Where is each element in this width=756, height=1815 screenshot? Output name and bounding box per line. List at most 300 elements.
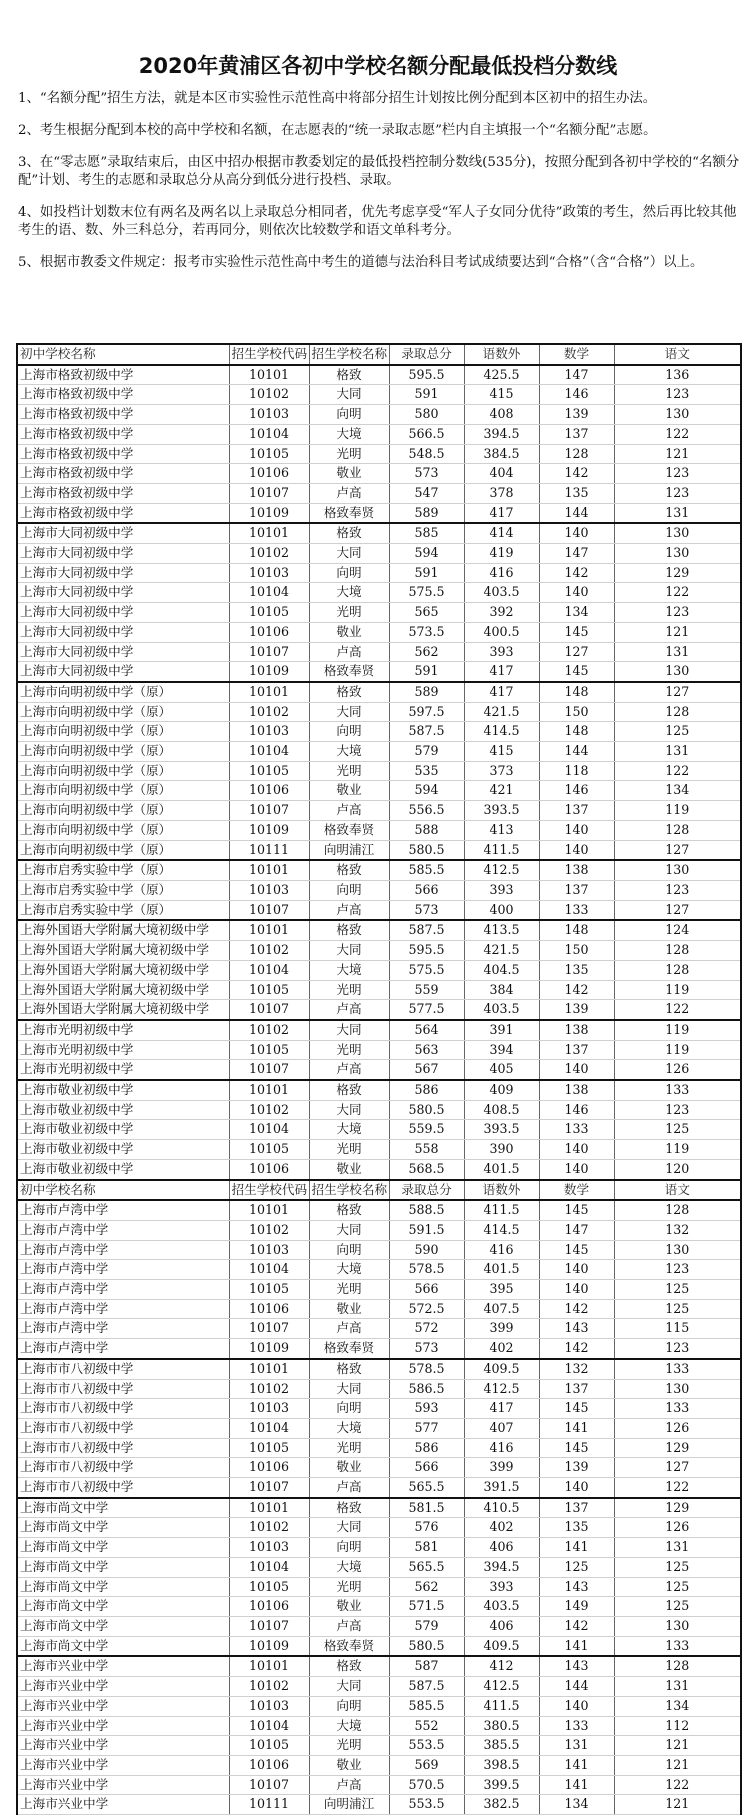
target-school-cell: 卢高 [309, 1775, 389, 1795]
math-score-cell: 142 [539, 1617, 614, 1637]
core-score-cell: 412.5 [464, 1379, 539, 1399]
school-name-cell: 上海市兴业中学 [17, 1755, 229, 1775]
table-row [17, 1656, 741, 1676]
chinese-score-cell: 123 [614, 464, 741, 484]
chinese-score-cell: 126 [614, 1518, 741, 1538]
school-code-cell: 10106 [229, 464, 309, 484]
school-code-cell: 10106 [229, 1597, 309, 1617]
total-score-cell: 589 [389, 682, 464, 702]
table-row [17, 1000, 741, 1020]
total-score-cell: 578.5 [389, 1260, 464, 1280]
chinese-score-cell: 121 [614, 1755, 741, 1775]
table-row [17, 761, 741, 781]
school-code-cell: 10107 [229, 1617, 309, 1637]
target-school-cell: 光明 [309, 1280, 389, 1300]
school-code-cell: 10104 [229, 1120, 309, 1140]
target-school-cell: 敬业 [309, 622, 389, 642]
table-row [17, 1418, 741, 1438]
target-school-cell: 大境 [309, 424, 389, 444]
school-code-cell: 10103 [229, 722, 309, 742]
target-school-cell: 卢高 [309, 1000, 389, 1020]
table-row [17, 1240, 741, 1260]
target-school-cell: 格致 [309, 523, 389, 543]
math-score-cell: 139 [539, 405, 614, 425]
target-school-cell: 大同 [309, 1220, 389, 1240]
target-school-cell: 敬业 [309, 1597, 389, 1617]
core-score-cell: 407 [464, 1418, 539, 1438]
total-score-cell: 579 [389, 1617, 464, 1637]
school-code-cell: 10103 [229, 563, 309, 583]
school-name-cell: 上海市市八初级中学 [17, 1458, 229, 1478]
chinese-score-cell: 127 [614, 682, 741, 702]
chinese-score-cell: 124 [614, 920, 741, 940]
total-score-cell: 547 [389, 483, 464, 503]
target-school-cell: 格致奉贤 [309, 1339, 389, 1359]
table-row [17, 722, 741, 742]
table-header-row [17, 344, 741, 365]
core-score-cell: 403.5 [464, 1000, 539, 1020]
total-score-cell: 573 [389, 464, 464, 484]
core-score-cell: 398.5 [464, 1755, 539, 1775]
school-code-cell: 10105 [229, 603, 309, 623]
core-score-cell: 394.5 [464, 424, 539, 444]
target-school-cell: 向明 [309, 880, 389, 900]
table-row [17, 1577, 741, 1597]
chinese-score-cell: 130 [614, 1617, 741, 1637]
school-code-cell: 10102 [229, 1100, 309, 1120]
target-school-cell: 向明浦江 [309, 840, 389, 860]
math-score-cell: 141 [539, 1538, 614, 1558]
chinese-score-cell: 123 [614, 603, 741, 623]
total-score-cell: 566 [389, 1458, 464, 1478]
math-score-cell: 140 [539, 1280, 614, 1300]
math-score-cell: 142 [539, 1339, 614, 1359]
total-score-cell: 591 [389, 662, 464, 682]
core-score-cell: 391 [464, 1020, 539, 1040]
chinese-score-cell: 126 [614, 1060, 741, 1080]
school-code-cell: 10105 [229, 1280, 309, 1300]
core-score-cell: 399 [464, 1458, 539, 1478]
chinese-score-cell: 134 [614, 1696, 741, 1716]
school-code-cell: 10109 [229, 1636, 309, 1656]
note-4: 4、如投档计划数末位有两名及两名以上录取总分相同者，优先考虑享受“军人子女同分优待”政策的考生，然后再比较其他考生的语、数、外三科总分，若再同分，则依次比较数学和语文单科考分。 [18, 205, 737, 238]
math-score-cell: 135 [539, 1518, 614, 1538]
chinese-score-cell: 131 [614, 1677, 741, 1697]
chinese-score-cell: 133 [614, 1080, 741, 1100]
table-row [17, 1538, 741, 1558]
math-score-cell: 140 [539, 1696, 614, 1716]
school-code-cell: 10103 [229, 1399, 309, 1419]
total-score-cell: 586.5 [389, 1379, 464, 1399]
table-row [17, 523, 741, 543]
target-school-cell: 大境 [309, 1716, 389, 1736]
school-code-cell: 10106 [229, 1159, 309, 1179]
math-score-cell: 148 [539, 920, 614, 940]
math-score-cell: 141 [539, 1636, 614, 1656]
school-name-cell: 上海市市八初级中学 [17, 1379, 229, 1399]
header-cell: 招生学校名称 [309, 344, 389, 365]
table-row [17, 365, 741, 385]
table-row [17, 424, 741, 444]
school-name-cell: 上海市兴业中学 [17, 1656, 229, 1676]
table-row [17, 385, 741, 405]
math-score-cell: 135 [539, 960, 614, 980]
total-score-cell: 587.5 [389, 1677, 464, 1697]
chinese-score-cell: 119 [614, 980, 741, 1000]
school-name-cell: 上海市卢湾中学 [17, 1260, 229, 1280]
table-row [17, 880, 741, 900]
total-score-cell: 594 [389, 544, 464, 564]
table-row [17, 1080, 741, 1100]
total-score-cell: 594 [389, 781, 464, 801]
core-score-cell: 399.5 [464, 1775, 539, 1795]
math-score-cell: 132 [539, 1359, 614, 1379]
total-score-cell: 588 [389, 820, 464, 840]
math-score-cell: 137 [539, 1040, 614, 1060]
table-row [17, 781, 741, 801]
target-school-cell: 向明 [309, 722, 389, 742]
header-cell: 语数外 [464, 344, 539, 365]
chinese-score-cell: 133 [614, 1399, 741, 1419]
core-score-cell: 415 [464, 385, 539, 405]
target-school-cell: 卢高 [309, 1478, 389, 1498]
table-row [17, 1339, 741, 1359]
math-score-cell: 145 [539, 1438, 614, 1458]
target-school-cell: 敬业 [309, 1755, 389, 1775]
table-row [17, 503, 741, 523]
school-name-cell: 上海市兴业中学 [17, 1677, 229, 1697]
header-cell: 录取总分 [389, 344, 464, 365]
table-row [17, 1557, 741, 1577]
math-score-cell: 141 [539, 1418, 614, 1438]
core-score-cell: 405 [464, 1060, 539, 1080]
core-score-cell: 408.5 [464, 1100, 539, 1120]
table-row [17, 820, 741, 840]
table-row [17, 1200, 741, 1220]
school-code-cell: 10105 [229, 1040, 309, 1060]
chinese-score-cell: 132 [614, 1220, 741, 1240]
school-code-cell: 10101 [229, 365, 309, 385]
core-score-cell: 393 [464, 642, 539, 662]
school-code-cell: 10104 [229, 583, 309, 603]
table-row [17, 563, 741, 583]
school-code-cell: 10106 [229, 1299, 309, 1319]
school-name-cell: 上海市格致初级中学 [17, 424, 229, 444]
chinese-score-cell: 123 [614, 483, 741, 503]
school-name-cell: 上海市格致初级中学 [17, 503, 229, 523]
chinese-score-cell: 129 [614, 1438, 741, 1458]
table-row [17, 801, 741, 821]
school-code-cell: 10101 [229, 1200, 309, 1220]
math-score-cell: 140 [539, 1159, 614, 1179]
target-school-cell: 格致奉贤 [309, 1636, 389, 1656]
target-school-cell: 格致奉贤 [309, 503, 389, 523]
total-score-cell: 564 [389, 1020, 464, 1040]
table-row [17, 603, 741, 623]
math-score-cell: 139 [539, 1458, 614, 1478]
core-score-cell: 390 [464, 1140, 539, 1160]
school-name-cell: 上海市大同初级中学 [17, 583, 229, 603]
school-code-cell: 10101 [229, 1498, 309, 1518]
core-score-cell: 404.5 [464, 960, 539, 980]
math-score-cell: 140 [539, 820, 614, 840]
target-school-cell: 大境 [309, 1120, 389, 1140]
core-score-cell: 416 [464, 563, 539, 583]
chinese-score-cell: 122 [614, 1478, 741, 1498]
math-score-cell: 142 [539, 1299, 614, 1319]
total-score-cell: 573 [389, 1339, 464, 1359]
target-school-cell: 格致 [309, 1656, 389, 1676]
school-code-cell: 10107 [229, 642, 309, 662]
total-score-cell: 575.5 [389, 960, 464, 980]
math-score-cell: 145 [539, 662, 614, 682]
school-name-cell: 上海市尚文中学 [17, 1636, 229, 1656]
school-name-cell: 上海市向明初级中学（原） [17, 840, 229, 860]
header-cell: 数学 [539, 344, 614, 365]
school-name-cell: 上海市尚文中学 [17, 1577, 229, 1597]
school-code-cell: 10104 [229, 424, 309, 444]
table-row [17, 860, 741, 880]
total-score-cell: 591 [389, 563, 464, 583]
target-school-cell: 大同 [309, 544, 389, 564]
target-school-cell: 大同 [309, 1677, 389, 1697]
total-score-cell: 580 [389, 405, 464, 425]
school-code-cell: 10106 [229, 622, 309, 642]
school-name-cell: 上海市尚文中学 [17, 1538, 229, 1558]
total-score-cell: 590 [389, 1240, 464, 1260]
target-school-cell: 卢高 [309, 1319, 389, 1339]
school-code-cell: 10104 [229, 1260, 309, 1280]
school-code-cell: 10101 [229, 523, 309, 543]
table-row [17, 1438, 741, 1458]
core-score-cell: 400.5 [464, 622, 539, 642]
school-name-cell: 上海市兴业中学 [17, 1696, 229, 1716]
target-school-cell: 敬业 [309, 1299, 389, 1319]
math-score-cell: 145 [539, 622, 614, 642]
total-score-cell: 559 [389, 980, 464, 1000]
table-row [17, 544, 741, 564]
school-name-cell: 上海外国语大学附属大境初级中学 [17, 980, 229, 1000]
school-code-cell: 10102 [229, 385, 309, 405]
chinese-score-cell: 127 [614, 840, 741, 860]
core-score-cell: 393.5 [464, 801, 539, 821]
chinese-score-cell: 122 [614, 1000, 741, 1020]
math-score-cell: 147 [539, 365, 614, 385]
note-1: 1、“名额分配”招生方法，就是本区市实验性示范性高中将部分招生计划按比例分配到本区初中的招生办法。 [18, 91, 657, 106]
chinese-score-cell: 131 [614, 503, 741, 523]
total-score-cell: 552 [389, 1716, 464, 1736]
school-code-cell: 10107 [229, 483, 309, 503]
table-row [17, 1220, 741, 1240]
school-name-cell: 上海市大同初级中学 [17, 622, 229, 642]
school-name-cell: 上海市向明初级中学（原） [17, 781, 229, 801]
school-name-cell: 上海市卢湾中学 [17, 1339, 229, 1359]
school-name-cell: 上海市向明初级中学（原） [17, 801, 229, 821]
math-score-cell: 140 [539, 523, 614, 543]
core-score-cell: 413 [464, 820, 539, 840]
total-score-cell: 585.5 [389, 1696, 464, 1716]
chinese-score-cell: 131 [614, 1538, 741, 1558]
chinese-score-cell: 125 [614, 1577, 741, 1597]
target-school-cell: 卢高 [309, 483, 389, 503]
total-score-cell: 597.5 [389, 702, 464, 722]
math-score-cell: 125 [539, 1557, 614, 1577]
total-score-cell: 553.5 [389, 1736, 464, 1756]
target-school-cell: 大境 [309, 1418, 389, 1438]
target-school-cell: 大境 [309, 1557, 389, 1577]
school-code-cell: 10105 [229, 1438, 309, 1458]
chinese-score-cell: 112 [614, 1716, 741, 1736]
total-score-cell: 588.5 [389, 1200, 464, 1220]
total-score-cell: 568.5 [389, 1159, 464, 1179]
school-code-cell: 10105 [229, 1736, 309, 1756]
school-code-cell: 10104 [229, 742, 309, 762]
target-school-cell: 格致 [309, 920, 389, 940]
chinese-score-cell: 119 [614, 1040, 741, 1060]
chinese-score-cell: 121 [614, 622, 741, 642]
math-score-cell: 138 [539, 1020, 614, 1040]
school-code-cell: 10107 [229, 1319, 309, 1339]
math-score-cell: 138 [539, 1080, 614, 1100]
target-school-cell: 光明 [309, 1140, 389, 1160]
target-school-cell: 格致 [309, 1080, 389, 1100]
total-score-cell: 587.5 [389, 722, 464, 742]
note-5: 5、根据市教委文件规定：报考市实验性示范性高中考生的道德与法治科目考试成绩要达到“合格”（含“合格”）以上。 [18, 255, 704, 270]
school-name-cell: 上海市向明初级中学（原） [17, 682, 229, 702]
table-row [17, 1060, 741, 1080]
core-score-cell: 410.5 [464, 1498, 539, 1518]
header-cell: 录取总分 [389, 1180, 464, 1201]
target-school-cell: 卢高 [309, 1617, 389, 1637]
table-row [17, 483, 741, 503]
page-title: 2020年黄浦区各初中学校名额分配最低投档分数线 [138, 54, 618, 78]
table-row [17, 1399, 741, 1419]
school-code-cell: 10102 [229, 1220, 309, 1240]
school-name-cell: 上海市格致初级中学 [17, 405, 229, 425]
math-score-cell: 144 [539, 503, 614, 523]
school-code-cell: 10103 [229, 880, 309, 900]
total-score-cell: 573 [389, 900, 464, 920]
target-school-cell: 光明 [309, 1736, 389, 1756]
total-score-cell: 581 [389, 1538, 464, 1558]
school-name-cell: 上海市格致初级中学 [17, 464, 229, 484]
math-score-cell: 137 [539, 1379, 614, 1399]
school-name-cell: 上海市市八初级中学 [17, 1438, 229, 1458]
total-score-cell: 580.5 [389, 1100, 464, 1120]
total-score-cell: 569 [389, 1755, 464, 1775]
school-code-cell: 10106 [229, 781, 309, 801]
total-score-cell: 565 [389, 603, 464, 623]
total-score-cell: 567 [389, 1060, 464, 1080]
table-row [17, 702, 741, 722]
total-score-cell: 585 [389, 523, 464, 543]
chinese-score-cell: 123 [614, 385, 741, 405]
chinese-score-cell: 130 [614, 1379, 741, 1399]
table-row [17, 444, 741, 464]
target-school-cell: 格致 [309, 860, 389, 880]
school-code-cell: 10101 [229, 1359, 309, 1379]
chinese-score-cell: 131 [614, 742, 741, 762]
core-score-cell: 415 [464, 742, 539, 762]
school-code-cell: 10106 [229, 1458, 309, 1478]
chinese-score-cell: 130 [614, 544, 741, 564]
core-score-cell: 401.5 [464, 1260, 539, 1280]
chinese-score-cell: 127 [614, 1458, 741, 1478]
math-score-cell: 141 [539, 1755, 614, 1775]
math-score-cell: 140 [539, 1140, 614, 1160]
core-score-cell: 394.5 [464, 1557, 539, 1577]
math-score-cell: 139 [539, 1000, 614, 1020]
math-score-cell: 137 [539, 801, 614, 821]
total-score-cell: 572 [389, 1319, 464, 1339]
school-name-cell: 上海市敬业初级中学 [17, 1100, 229, 1120]
chinese-score-cell: 136 [614, 365, 741, 385]
chinese-score-cell: 119 [614, 1140, 741, 1160]
target-school-cell: 大同 [309, 1518, 389, 1538]
math-score-cell: 138 [539, 860, 614, 880]
total-score-cell: 587 [389, 1656, 464, 1676]
total-score-cell: 566.5 [389, 424, 464, 444]
target-school-cell: 向明 [309, 1538, 389, 1558]
chinese-score-cell: 126 [614, 1418, 741, 1438]
school-name-cell: 上海市启秀实验中学（原） [17, 880, 229, 900]
total-score-cell: 573.5 [389, 622, 464, 642]
chinese-score-cell: 125 [614, 1280, 741, 1300]
table-row [17, 960, 741, 980]
table-row [17, 464, 741, 484]
school-name-cell: 上海市兴业中学 [17, 1795, 229, 1815]
school-code-cell: 10105 [229, 444, 309, 464]
school-name-cell: 上海市敬业初级中学 [17, 1080, 229, 1100]
core-score-cell: 416 [464, 1438, 539, 1458]
math-score-cell: 137 [539, 424, 614, 444]
table-row [17, 1696, 741, 1716]
total-score-cell: 577 [389, 1418, 464, 1438]
table-row [17, 1458, 741, 1478]
math-score-cell: 150 [539, 941, 614, 961]
math-score-cell: 134 [539, 1795, 614, 1815]
math-score-cell: 140 [539, 1060, 614, 1080]
total-score-cell: 565.5 [389, 1557, 464, 1577]
total-score-cell: 593 [389, 1399, 464, 1419]
school-code-cell: 10107 [229, 801, 309, 821]
math-score-cell: 143 [539, 1577, 614, 1597]
math-score-cell: 144 [539, 742, 614, 762]
chinese-score-cell: 123 [614, 1339, 741, 1359]
total-score-cell: 570.5 [389, 1775, 464, 1795]
school-code-cell: 10107 [229, 1060, 309, 1080]
core-score-cell: 416 [464, 1240, 539, 1260]
target-school-cell: 大境 [309, 583, 389, 603]
school-code-cell: 10105 [229, 980, 309, 1000]
school-name-cell: 上海市兴业中学 [17, 1775, 229, 1795]
total-score-cell: 580.5 [389, 1636, 464, 1656]
total-score-cell: 559.5 [389, 1120, 464, 1140]
target-school-cell: 格致 [309, 1200, 389, 1220]
school-name-cell: 上海市光明初级中学 [17, 1040, 229, 1060]
core-score-cell: 400 [464, 900, 539, 920]
table-row [17, 405, 741, 425]
school-name-cell: 上海市市八初级中学 [17, 1478, 229, 1498]
total-score-cell: 575.5 [389, 583, 464, 603]
target-school-cell: 光明 [309, 761, 389, 781]
core-score-cell: 380.5 [464, 1716, 539, 1736]
table-row [17, 1755, 741, 1775]
chinese-score-cell: 122 [614, 583, 741, 603]
table-row [17, 742, 741, 762]
school-code-cell: 10107 [229, 1775, 309, 1795]
school-code-cell: 10103 [229, 1696, 309, 1716]
